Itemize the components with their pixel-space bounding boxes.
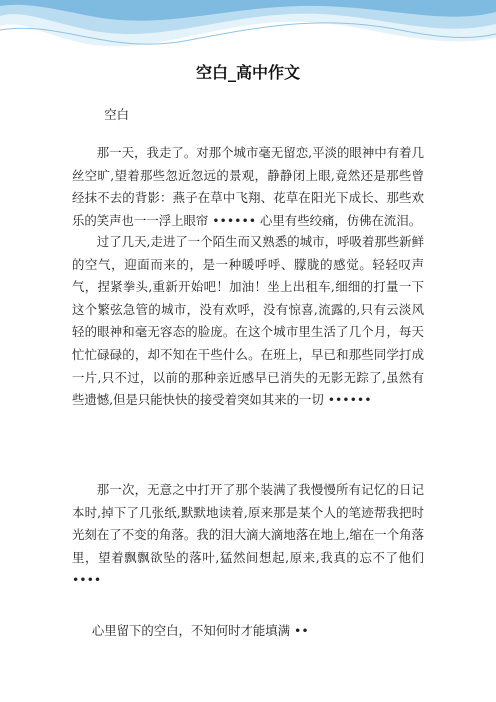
document-title: 空白_高中作文	[195, 63, 300, 82]
body-paragraph: 过了几天,走进了一个陌生而又熟悉的城市，呼吸着那些新鲜的空气，迎面而来的，是一种暖呼呼、朦胧的感觉。轻轻叹声气，捏紧拳头,重新开始吧！加油！坐上出租车,细细的打量一下这个繁弦急管的城市，没有欢呼，没有惊喜,流露的,只有云淡风轻的眼神和毫无容态的脸庞。在这个城市里生活了几个月，每天忙忙碌碌的，却不知在干些什么。在班上，早已和那些同学打成一片,只不过，以前的那种亲近感早已消失的无影无踪了,虽然有些遗憾,但是只能快快的接受着突如其来的一切 ••••••	[72, 234, 424, 408]
body-paragraph: 那一天，我走了。对那个城市毫无留恋,平淡的眼神中有着几丝空旷,望着那些忽近忽远的景观，静静闭上眼,竟然还是那些曾经抹不去的背影：燕子在草中飞翔、花草在阳光下成长、那些欢乐的笑声也一一浮上眼帘 •••••• 心里有些绞痛，仿佛在流泪。	[72, 145, 424, 228]
closing-paragraph: 心里留下的空白，不知何时才能填满 ••	[91, 623, 309, 638]
body-paragraph: 那一次，无意之中打开了那个装满了我慢慢所有记忆的日记本时,掉下了几张纸,默默地读着,原来那是某个人的笔迹帮我把时光刻在了不变的角落。我的泪大滴大滴地落在地上,缩在一个角落里，望着飘飘欲坠的落叶,猛然间想起,原来,我真的忘不了他们 ••••	[72, 482, 424, 588]
subtitle-paragraph: 空白	[104, 107, 130, 122]
document-page	[72, 0, 424, 702]
